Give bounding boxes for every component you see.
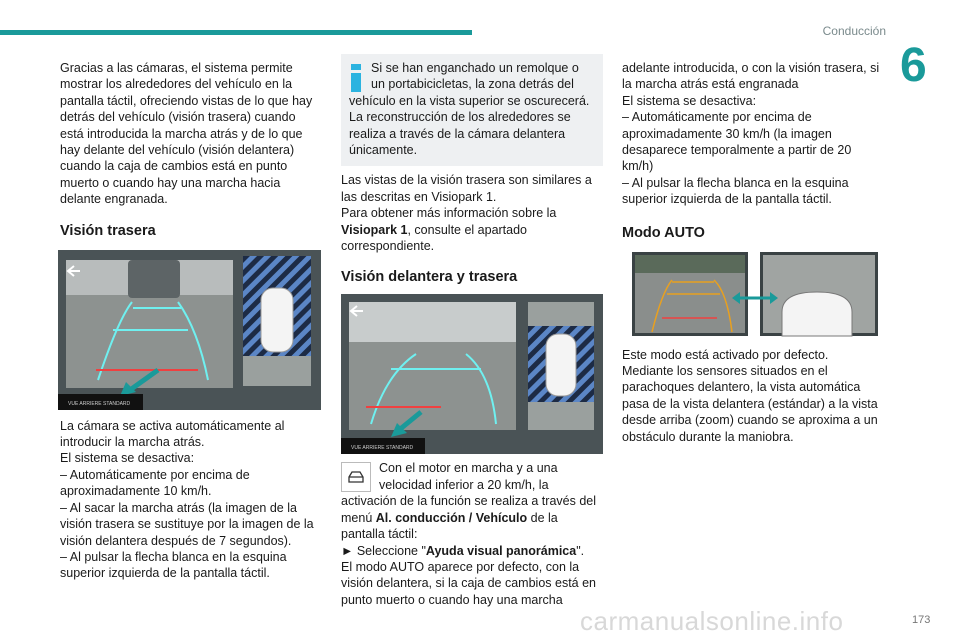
- car-top-icon: [261, 288, 293, 352]
- section-title: Conducción: [822, 24, 886, 38]
- text-line: El modo AUTO aparece por defecto, con la visión delantera, si la caja de cambios está en punto muerto o cuando hay una marcha: [341, 559, 597, 607]
- text-line: – Al pulsar la flecha blanca en la esquina superior izquierda de la pantalla táctil.: [622, 175, 849, 207]
- heading-rear-view: Visión trasera: [60, 222, 156, 239]
- left-text-2: [60, 418, 322, 582]
- text-line: – Al sacar la marcha atrás (la imagen de la visión trasera se sustituye por la imagen de la visión delantera después de 7 segundos).: [60, 500, 314, 548]
- text-line: Las vistas de la visión trasera son similares a las descritas en Visiopark 1.: [341, 173, 592, 204]
- left-column: [60, 60, 322, 582]
- text-line: – Al pulsar la flecha blanca en la esquina superior izquierda de la pantalla táctil.: [60, 549, 287, 581]
- text-line: Con el motor en marcha y a una velocidad inferior a 20 km/h, la activación de la función se realiza a través del menú Al. conducción / Vehículo de la pantalla táctil:: [341, 461, 597, 542]
- front-rear-camera-image: [341, 294, 603, 454]
- text-line: Para obtener más información sobre la Visiopark 1, consulte el apartado correspondiente.: [341, 206, 557, 254]
- image-caption: VUE ARRIERE STANDARD: [68, 400, 131, 407]
- image-caption: VUE ARRIERE STANDARD: [351, 445, 414, 452]
- auto-mode-image: [632, 252, 878, 337]
- car-menu-icon: [341, 462, 371, 492]
- page-number: 173: [912, 614, 931, 626]
- text-line: Mediante los sensores situados en el parachoques delantero, la vista automática pasa de la vista delantera (estándar) a la vista desde arriba (zoom) cuando se aproxima a un obstáculo durante la maniobra.: [622, 364, 878, 444]
- car-front-icon: [782, 292, 852, 336]
- middle-column: [341, 54, 603, 608]
- text-line: El sistema se desactiva:: [622, 93, 757, 108]
- car-top-icon: [546, 334, 576, 396]
- info-icon: [351, 64, 361, 92]
- text-line: La cámara se activa automáticamente al introducir la marcha atrás.: [60, 418, 285, 450]
- chapter-number: 6: [900, 39, 927, 92]
- text-line: – Automáticamente por encima de aproximadamente 30 km/h (la imagen desaparece temporalmente a partir de 20 km/h): [622, 110, 852, 174]
- rear-camera-image: [58, 250, 321, 410]
- header-bar: [0, 30, 472, 35]
- text-line: Este modo está activado por defecto.: [622, 347, 829, 362]
- text-line: El sistema se desactiva:: [60, 451, 195, 466]
- info-text: Si se han enganchado un remolque o un portabicicletas, la zona detrás del vehículo en la vista superior se oscurecerá. La reconstrucción de los alrededores se realiza a través de la cámara delantera únicamente.: [349, 61, 590, 158]
- right-column: [622, 60, 884, 445]
- watermark: carmanualsonline.info: [580, 606, 844, 636]
- middle-text-2: [341, 460, 603, 608]
- text-line: – Automáticamente por encima de aproximadamente 10 km/h.: [60, 467, 250, 499]
- heading-front-rear-view: Visión delantera y trasera: [341, 269, 518, 286]
- info-box: [341, 54, 603, 166]
- right-text-2: [622, 347, 884, 445]
- intro-paragraph: Gracias a las cámaras, el sistema permite mostrar los alrededores del vehículo en la pantalla táctil, ofreciendo vistas de lo que hay detrás del vehículo (visión trasera) cuando está introducida la marcha atrás y de lo que hay delante del vehículo (visión delantera) cuando la caja de cambios está en punto muerto o cuando hay una marcha hacia delante engranada.: [60, 61, 313, 207]
- text-line: ► Seleccione "Ayuda visual panorámica".: [341, 543, 585, 558]
- text-line: adelante introducida, o con la visión trasera, si la marcha atrás está engranada: [622, 61, 880, 92]
- heading-auto-mode: Modo AUTO: [622, 224, 705, 241]
